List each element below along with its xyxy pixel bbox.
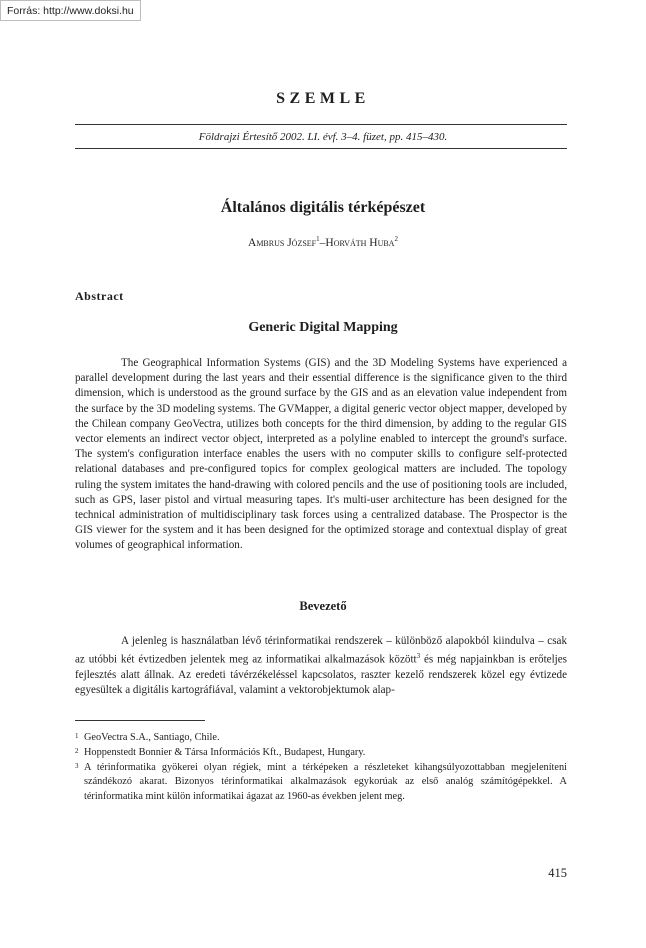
footnotes — [75, 731, 567, 805]
footnote-2 — [75, 746, 567, 761]
footnote-text: A térinformatika gyökerei olyan régiek, mint a térképeken a részleteket kihangsúlyozottabban megjeleníteni szándékozó akarat. Bizonyos térinformatikai alkalmazások egykorúak az első analóg számítógépekkel. A térinformatika mint külön informatikai ágazat az 1960-as években jelent meg. — [84, 761, 567, 803]
intro-text-part-1: A jelenleg is használatban lévő térinformatikai rendszerek – különböző alapokból kiindulva – csak az utóbbi két évtizedben jelentek meg az informatikai alkalmazások között — [75, 635, 567, 666]
footnote-text: Hoppenstedt Bonnier & Társa Információs Kft., Budapest, Hungary. — [84, 746, 366, 758]
author-2: Horváth Huba — [325, 236, 395, 249]
footnote-1 — [75, 731, 567, 746]
intro-footnote-mark: 3 — [416, 652, 421, 661]
footnote-number: 3 — [75, 761, 79, 770]
abstract-paragraph: The Geographical Information Systems (GIS) and the 3D Modeling Systems have experienced a parallel development during the last years and their essential difference is the significance given to the third dimension, which is understood as the ground surface by the GIS and as an elevation value independent from the surface by the 3D modeling systems. The GVMapper, a digital generic vector object mapper, developed by the Chilean company GeoVectra, utilizes both concepts for the third dimension, by adding to the regular GIS vector elements an indirect vector object, interpreted as a polyline enabled to intercept the ground's surface. The system's configuration interface enables the users with no computer skills to configure self-protected relational databases and pre-configured topics for complex geological matters are included. The topology ruling the system imitates the hand-drawing with colored pencils and the use of positioning tools are included, such as GPS, laser pistol and virtual measuring tapes. It's multi-user architecture has been designed for the technical administration of multidisciplinary task forces using a centralized database. The Prospector is the GIS viewer for the system and it has been designed for the optimized storage and contextual display of great volumes of geographical information. — [75, 357, 567, 552]
intro-text-part-2: és még napjainkban is erőteljes fejlesztés alatt állnak. Az eredeti távérzékeléssel kapcsolatos, raszter kezelő rendszerek közel egy évtizede egyesültek a digitális kartográfiával, valamint a vektorobjektumok alap- — [75, 653, 568, 697]
footnote-text: GeoVectra S.A., Santiago, Chile. — [84, 732, 220, 743]
abstract-label: Abstract — [75, 289, 124, 303]
author-line — [0, 235, 646, 249]
header-rule-bottom — [75, 148, 567, 149]
intro-paragraph — [75, 634, 567, 699]
author-1: Ambrus József — [248, 236, 317, 249]
article-title: Általános digitális térképészet — [220, 199, 426, 216]
author-1-footnote-mark: 1 — [316, 235, 320, 243]
footnote-3 — [75, 761, 567, 805]
author-2-footnote-mark: 2 — [394, 235, 398, 243]
header-rule-top — [75, 124, 567, 125]
footnote-number: 2 — [75, 746, 79, 755]
author-separator: – — [319, 236, 326, 249]
footnote-number: 1 — [75, 732, 79, 740]
journal-citation: Földrajzi Értesítő 2002. LI. évf. 3–4. füzet, pp. 415–430. — [198, 131, 448, 143]
section-title: SZEMLE — [276, 90, 370, 107]
intro-heading: Bevezető — [299, 599, 347, 613]
footnote-rule — [75, 720, 205, 721]
source-label: Forrás: http://www.doksi.hu — [0, 0, 141, 21]
page-number: 415 — [548, 866, 567, 880]
abstract-heading: Generic Digital Mapping — [248, 320, 398, 335]
